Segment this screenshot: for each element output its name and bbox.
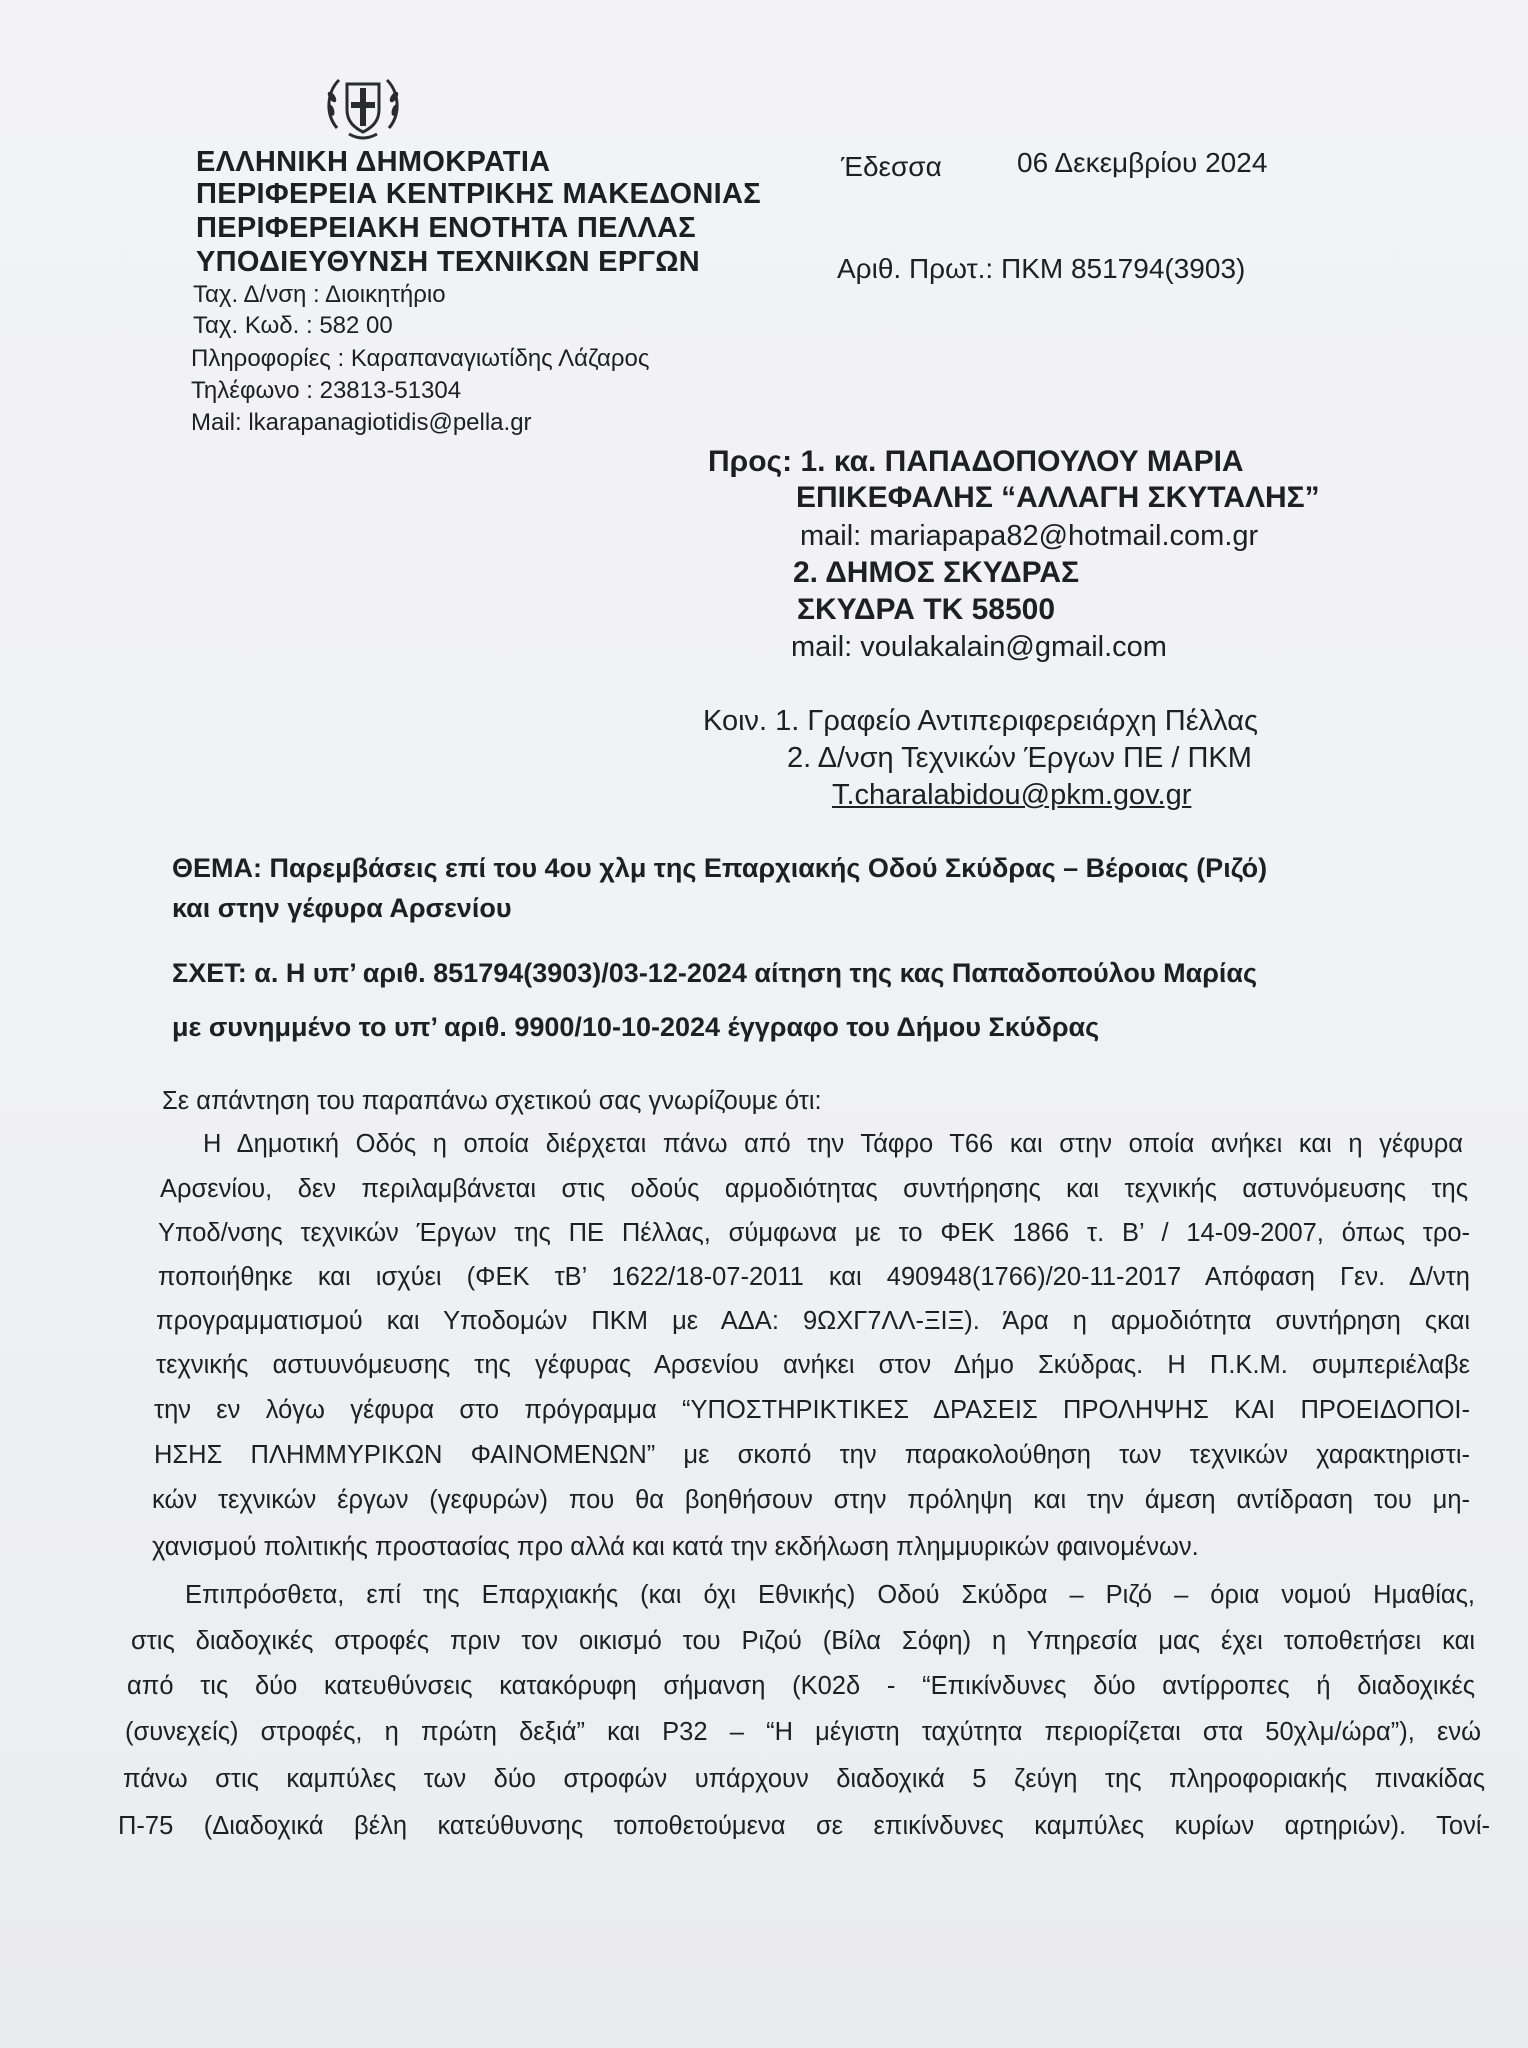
reference-line-2: με συνημμένο το υπ’ αριθ. 9900/10-10-2024 έγγραφο του Δήμου Σκύδρας: [172, 1012, 1100, 1042]
body-line: (συνεχείς) στροφές, η πρώτη δεξιά” και Ρ32 – “Η μέγιστη ταχύτητα περιορίζεται στα 50χλμ/ώρα”), ενώ: [125, 1718, 1481, 1746]
recipient-1-mail: mail: mariapapa82@hotmail.com.gr: [800, 520, 1259, 552]
body-line: Αρσενίου, δεν περιλαμβάνεται στις οδούς αρμοδιότητας συντήρησης και τεχνικής αστυνόμευσης της: [160, 1175, 1468, 1203]
org-line-1: ΕΛΛΗΝΙΚΗ ΔΗΜΟΚΡΑΤΙΑ: [196, 146, 551, 178]
cc-line-1: Κοιν. 1. Γραφείο Αντιπεριφερειάρχη Πέλλας: [703, 705, 1258, 737]
cc-email-link[interactable]: T.charalabidou@pkm.gov.gr: [832, 779, 1192, 811]
contact-address: Ταχ. Δ/νση : Διοικητήριο: [193, 281, 446, 308]
contact-postcode: Ταχ. Κωδ. : 582 00: [193, 312, 393, 339]
place: Έδεσσα: [841, 151, 942, 182]
body-line: κών τεχνικών έργων (γεφυρών) που θα βοηθήσουν στην πρόληψη και την άμεση αντίδραση του μη-: [152, 1486, 1470, 1514]
cc-line-2: 2. Δ/νση Τεχνικών Έργων ΠΕ / ΠΚΜ: [787, 742, 1252, 774]
body-line: προγραμματισμού και Υποδομών ΠΚΜ με ΑΔΑ: 9ΩΧΓ7ΛΛ-ΞΙΞ). Άρα η αρμοδιότητα συντήρηση ςκαι: [156, 1307, 1470, 1335]
body-line: από τις δύο κατευθύνσεις κατακόρυφη σήμανση (Κ02δ - “Επικίνδυνες δύο αντίρροπες ή διαδοχικές: [127, 1672, 1475, 1700]
body-line: Η Δημοτική Οδός η οποία διέρχεται πάνω από την Τάφρο Τ66 και στην οποία ανήκει και η γέφυρα: [203, 1130, 1463, 1158]
recipient-1-name: Προς: 1. κα. ΠΑΠΑΔΟΠΟΥΛΟΥ ΜΑΡΙΑ: [708, 445, 1244, 478]
contact-info: Πληροφορίες : Καραπαναγιωτίδης Λάζαρος: [191, 345, 650, 372]
recipient-1-title: ΕΠΙΚΕΦΑΛΗΣ “ΑΛΛΑΓΗ ΣΚΥΤΑΛΗΣ”: [796, 481, 1320, 514]
subject-line-2: και στην γέφυρα Αρσενίου: [172, 893, 512, 923]
body-line: Υποδ/νσης τεχνικών Έργων της ΠΕ Πέλλας, σύμφωνα με το ΦΕΚ 1866 τ. Β’ / 14-09-2007, όπως τρο-: [158, 1219, 1470, 1247]
org-line-3: ΠΕΡΙΦΕΡΕΙΑΚΗ ΕΝΟΤΗΤΑ ΠΕΛΛΑΣ: [196, 212, 696, 244]
org-line-2: ΠΕΡΙΦΕΡΕΙΑ ΚΕΝΤΡΙΚΗΣ ΜΑΚΕΔΟΝΙΑΣ: [196, 178, 761, 210]
body-line: χανισμού πολιτικής προστασίας προ αλλά και κατά την εκδήλωση πλημμυρικών φαινομένων.: [152, 1533, 1199, 1561]
coat-of-arms-emblem: [323, 70, 403, 146]
body-line: πάνω στις καμπύλες των δύο στροφών υπάρχουν διαδοχικά 5 ζεύγη της πληροφοριακής πινακίδας: [123, 1765, 1485, 1793]
body-line: Π-75 (Διαδοχικά βέλη κατεύθυνσης τοποθετούμενα σε επικίνδυνες καμπύλες κυρίων αρτηριών). Τονί-: [118, 1812, 1490, 1840]
body-line: την εν λόγω γέφυρα στο πρόγραμμα “ΥΠΟΣΤΗΡΙΚΤΙΚΕΣ ΔΡΑΣΕΙΣ ΠΡΟΛΗΨΗΣ ΚΑΙ ΠΡΟΕΙΔΟΠΟΙ-: [154, 1396, 1470, 1424]
recipient-2-name: 2. ΔΗΜΟΣ ΣΚΥΔΡΑΣ: [793, 556, 1080, 589]
body-line: ΗΣΗΣ ΠΛΗΜΜΥΡΙΚΩΝ ΦΑΙΝΟΜΕΝΩΝ” με σκοπό την παρακολούθηση των τεχνικών χαρακτηριστι-: [154, 1441, 1470, 1469]
contact-phone: Τηλέφωνο : 23813-51304: [191, 377, 462, 404]
body-line: ποποιήθηκε και ισχύει (ΦΕΚ τΒ’ 1622/18-07-2011 και 490948(1766)/20-11-2017 Απόφαση Γεν. Δ/ντη: [158, 1263, 1470, 1291]
recipient-2-mail: mail: voulakalain@gmail.com: [791, 631, 1167, 663]
recipient-2-address: ΣΚΥΔΡΑ ΤΚ 58500: [797, 593, 1056, 626]
body-line: Επιπρόσθετα, επί της Επαρχιακής (και όχι Εθνικής) Οδού Σκύδρα – Ριζό – όρια νομού Ημαθίας,: [185, 1581, 1475, 1609]
org-line-4: ΥΠΟΔΙΕΥΘΥΝΣΗ ΤΕΧΝΙΚΩΝ ΕΡΓΩΝ: [196, 246, 700, 278]
date: 06 Δεκεμβρίου 2024: [1017, 147, 1268, 178]
body-line: τεχνικής αστυυνόμευσης της γέφυρας Αρσενίου ανήκει στον Δήμο Σκύδρας. Η Π.Κ.Μ. συμπεριέλαβε: [156, 1351, 1470, 1379]
protocol-number: Αριθ. Πρωτ.: ΠΚΜ 851794(3903): [837, 253, 1246, 284]
contact-mail: Mail: lkarapanagiotidis@pella.gr: [191, 409, 532, 436]
body-line: στις διαδοχικές στροφές πριν τον οικισμό του Ριζού (Βίλα Σόφη) η Υπηρεσία μας έχει τοποθετήσει και: [131, 1627, 1475, 1655]
subject-line-1: ΘΕΜΑ: Παρεμβάσεις επί του 4ου χλμ της Επαρχιακής Οδού Σκύδρας – Βέροιας (Ριζό): [172, 853, 1268, 883]
reference-line-1: ΣΧΕΤ: α. Η υπ’ αριθ. 851794(3903)/03-12-2024 αίτηση της κας Παπαδοπούλου Μαρίας: [172, 958, 1258, 988]
body-intro: Σε απάντηση του παραπάνω σχετικού σας γνωρίζουμε ότι:: [162, 1087, 822, 1115]
